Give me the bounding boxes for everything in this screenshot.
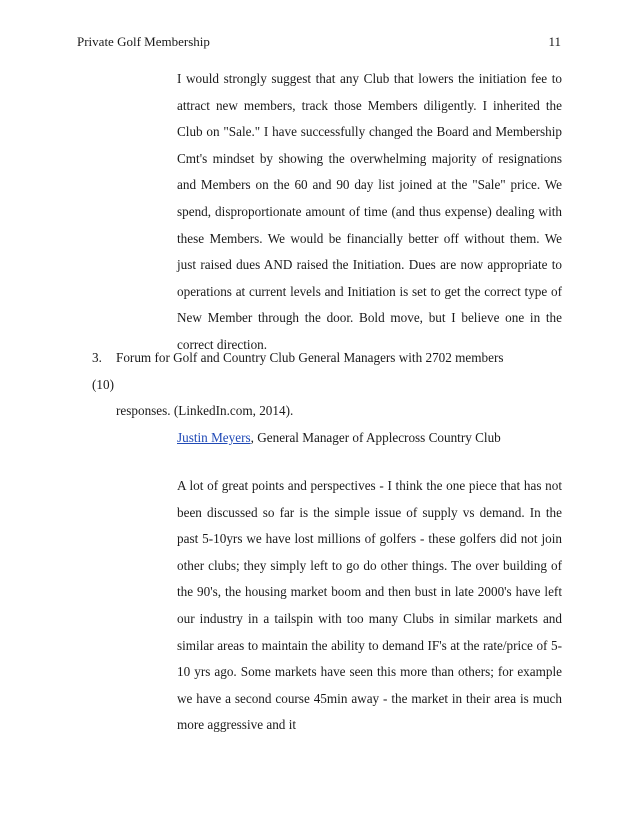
block-quote-1: I would strongly suggest that any Club that lowers the initiation fee to attract new members, track those Members diligently. I inherited the Club on "Sale." I have successfully changed the Board and Membership Cmt's mindset by showing the overwhelming majority of resignations and Members on the 60 and 90 day list joined at the "Sale" price. We spend, disproportionate amount of time (and thus expense) dealing with these Members. We would be financially better off without them. We just raised dues AND raised the Initiation. Dues are now appropriate to operations at current levels and Initiation is set to get the correct type of New Member through the door. Bold move, but I believe one in the correct direction. xyxy=(177,71,562,352)
list-item-text-line-1: Forum for Golf and Country Club General Managers with 2702 members (10) xyxy=(92,350,504,392)
list-marker: 3. xyxy=(92,350,102,365)
list-item-3 xyxy=(92,345,522,425)
author-title: , General Manager of Applecross Country Club xyxy=(250,430,501,445)
page-number: 11 xyxy=(548,34,561,49)
block-quote-2: A lot of great points and perspectives - I think the one piece that has not been discussed so far is the simple issue of supply vs demand. In the past 5-10yrs we have lost millions of golfers - these golfers did not join other clubs; they simply left to go do other things. The over building of the 90's, the housing market boom and then bust in late 2000's have left our industry in a tailspin with too many Clubs in similar markets and similar areas to maintain the ability to demand IF's at the rate/price of 5-10 yrs ago. Some markets have seen this more than others; for example we have a second course 45min away - the market in their area is much more aggressive and it xyxy=(177,478,562,733)
running-title: Private Golf Membership xyxy=(77,34,210,49)
list-item-text-line-2: responses. (LinkedIn.com, 2014). xyxy=(116,403,294,419)
author-link[interactable]: Justin Meyers xyxy=(177,430,251,445)
author-line xyxy=(177,425,562,452)
